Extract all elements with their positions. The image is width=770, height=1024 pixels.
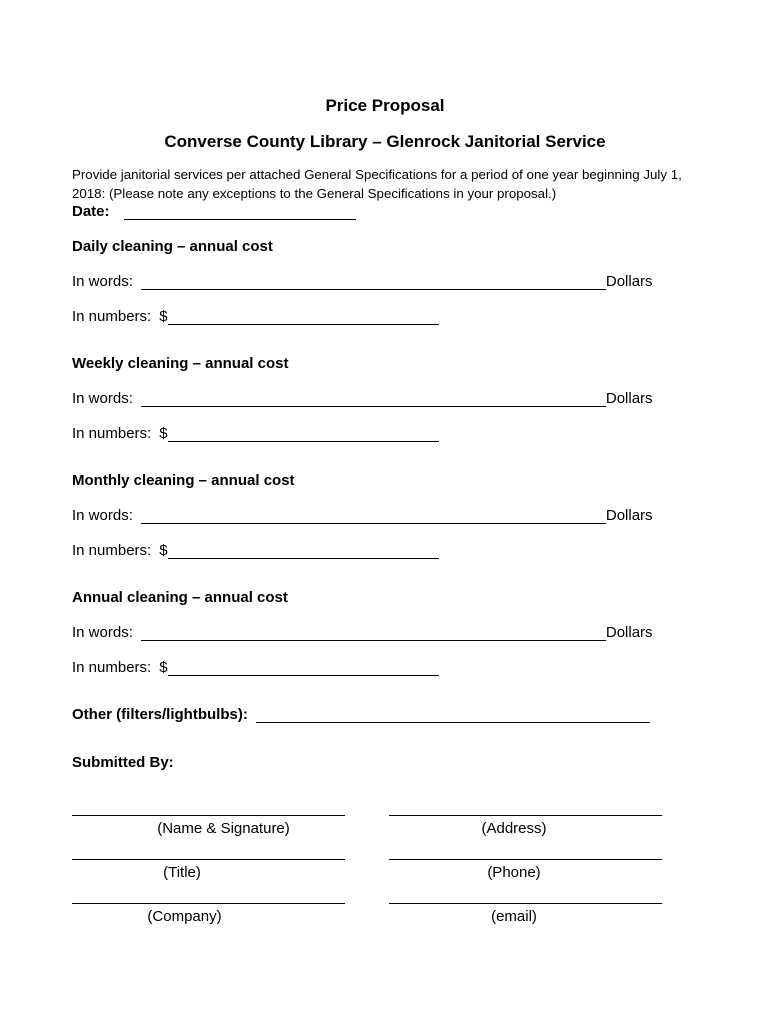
phone-line[interactable] xyxy=(389,859,662,860)
section-heading-daily: Daily cleaning – annual cost xyxy=(72,238,273,255)
annual-numbers-row xyxy=(72,659,439,676)
currency-symbol: $ xyxy=(159,542,168,559)
weekly-numbers-row xyxy=(72,425,439,442)
name-signature-label: (Name & Signature) xyxy=(157,820,290,837)
monthly-words-field[interactable] xyxy=(141,509,606,524)
title-line[interactable] xyxy=(72,859,345,860)
email-label: (email) xyxy=(491,908,537,925)
annual-words-row xyxy=(72,624,653,641)
in-numbers-label: In numbers: xyxy=(72,659,152,676)
company-label: (Company) xyxy=(147,908,222,925)
date-label: Date: xyxy=(72,203,110,220)
monthly-words-row xyxy=(72,507,653,524)
dollars-label: Dollars xyxy=(605,624,653,641)
name-signature-line[interactable] xyxy=(72,815,345,816)
section-heading-weekly: Weekly cleaning – annual cost xyxy=(72,355,289,372)
in-words-label: In words: xyxy=(72,390,133,407)
dollars-label: Dollars xyxy=(605,390,653,407)
monthly-numbers-field[interactable] xyxy=(168,544,439,559)
weekly-numbers-field[interactable] xyxy=(168,427,439,442)
company-line[interactable] xyxy=(72,903,345,904)
dollars-label: Dollars xyxy=(605,507,653,524)
section-heading-monthly: Monthly cleaning – annual cost xyxy=(72,472,295,489)
currency-symbol: $ xyxy=(159,425,168,442)
currency-symbol: $ xyxy=(159,308,168,325)
currency-symbol: $ xyxy=(159,659,168,676)
title-label: (Title) xyxy=(163,864,201,881)
other-row xyxy=(72,706,650,723)
daily-numbers-field[interactable] xyxy=(168,310,439,325)
email-line[interactable] xyxy=(389,903,662,904)
in-numbers-label: In numbers: xyxy=(72,425,152,442)
submitted-by-heading: Submitted By: xyxy=(72,754,174,771)
other-field[interactable] xyxy=(256,708,650,723)
intro-text: Provide janitorial services per attached General Specifications for a period of one year beginning July 1, 2018: (Please note any exceptions to the General Specifications in your proposal.) xyxy=(72,167,682,201)
weekly-words-row xyxy=(72,390,653,407)
page-subtitle: Converse County Library – Glenrock Janitorial Service xyxy=(164,132,606,151)
address-label: (Address) xyxy=(481,820,547,837)
daily-words-field[interactable] xyxy=(141,275,606,290)
other-label: Other (filters/lightbulbs): xyxy=(72,706,248,723)
monthly-numbers-row xyxy=(72,542,439,559)
annual-numbers-field[interactable] xyxy=(168,661,439,676)
in-words-label: In words: xyxy=(72,624,133,641)
dollars-label: Dollars xyxy=(605,273,653,290)
daily-numbers-row xyxy=(72,308,439,325)
address-line[interactable] xyxy=(389,815,662,816)
in-words-label: In words: xyxy=(72,273,133,290)
date-field[interactable] xyxy=(124,205,356,220)
annual-words-field[interactable] xyxy=(141,626,606,641)
weekly-words-field[interactable] xyxy=(141,392,606,407)
page-title: Price Proposal xyxy=(325,96,445,115)
daily-words-row xyxy=(72,273,653,290)
date-row xyxy=(72,203,356,220)
in-numbers-label: In numbers: xyxy=(72,308,152,325)
in-numbers-label: In numbers: xyxy=(72,542,152,559)
in-words-label: In words: xyxy=(72,507,133,524)
section-heading-annual: Annual cleaning – annual cost xyxy=(72,589,288,606)
phone-label: (Phone) xyxy=(487,864,541,881)
